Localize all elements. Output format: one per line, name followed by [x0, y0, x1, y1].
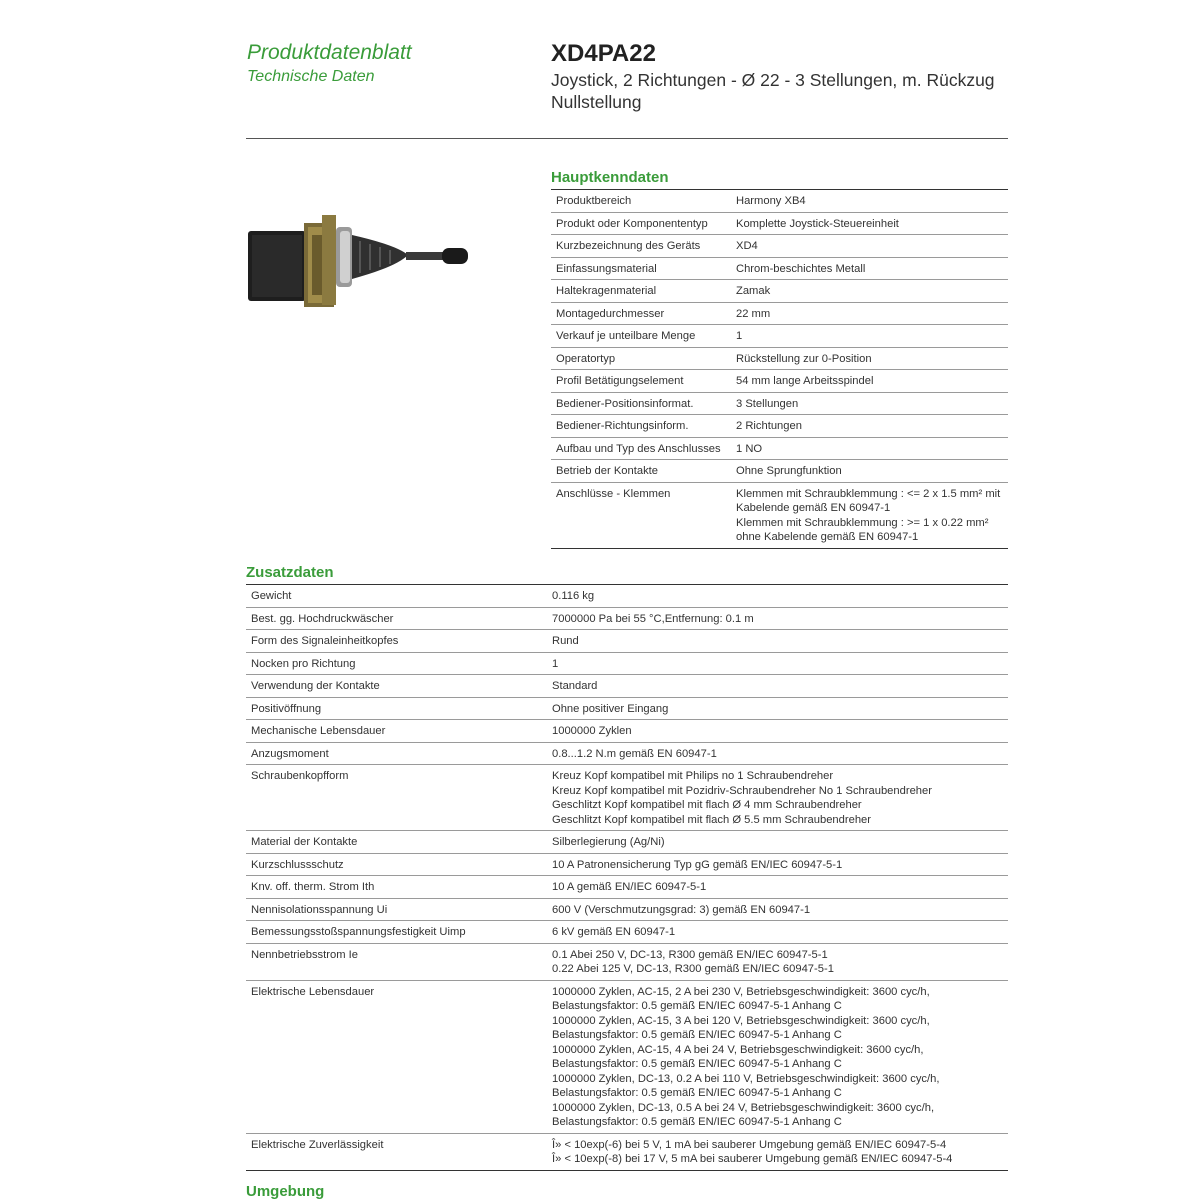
row-value: 1 NO: [731, 437, 1008, 460]
row-value: 10 A Patronensicherung Typ gG gemäß EN/IEC 60947-5-1: [547, 853, 1008, 876]
row-label: Haltekragenmaterial: [551, 280, 731, 303]
row-label: Produkt oder Komponententyp: [551, 212, 731, 235]
row-value: Klemmen mit Schraubklemmung : <= 2 x 1.5 mm² mit Kabelende gemäß EN 60947-1 Klemmen mit Schraubklemmung : >= 1 x 0.22 mm² ohne Kabelende gemäß EN 60947-1: [731, 482, 1008, 548]
row-value: 600 V (Verschmutzungsgrad: 3) gemäß EN 60947-1: [547, 898, 1008, 921]
row-value: 22 mm: [731, 302, 1008, 325]
row-label: Mechanische Lebensdauer: [246, 720, 547, 743]
table-row: [246, 921, 1008, 944]
row-value: Î» < 10exp(-6) bei 5 V, 1 mA bei sauberer Umgebung gemäß EN/IEC 60947-5-4 Î» < 10exp(-8) bei 17 V, 5 mA bei sauberer Umgebung gemäß EN/IEC 60947-5-4: [547, 1133, 1008, 1170]
row-value: 1000000 Zyklen: [547, 720, 1008, 743]
row-label: Verkauf je unteilbare Menge: [551, 325, 731, 348]
row-value: Silberlegierung (Ag/Ni): [547, 831, 1008, 854]
row-label: Aufbau und Typ des Anschlusses: [551, 437, 731, 460]
table-row: [551, 280, 1008, 303]
extra-data-section-title: Zusatzdaten: [246, 564, 334, 581]
row-value: Standard: [547, 675, 1008, 698]
table-row: [551, 482, 1008, 548]
row-value: Rund: [547, 630, 1008, 653]
row-value: 0.116 kg: [547, 585, 1008, 608]
table-row: [551, 415, 1008, 438]
extra-data-table: [246, 584, 1008, 1171]
row-label: Gewicht: [246, 585, 547, 608]
table-row: [246, 898, 1008, 921]
table-row: [246, 585, 1008, 608]
row-label: Bediener-Positionsinformat.: [551, 392, 731, 415]
row-value: 2 Richtungen: [731, 415, 1008, 438]
row-value: Harmony XB4: [731, 190, 1008, 213]
row-label: Form des Signaleinheitkopfes: [246, 630, 547, 653]
row-label: Betrieb der Kontakte: [551, 460, 731, 483]
table-row: [551, 190, 1008, 213]
document-title: Produktdatenblatt: [247, 41, 412, 64]
row-label: Positivöffnung: [246, 697, 547, 720]
row-value: Kreuz Kopf kompatibel mit Philips no 1 Schraubendreher Kreuz Kopf kompatibel mit Pozidriv-Schraubendreher No 1 Schraubendreher Geschlitzt Kopf kompatibel mit flach Ø 4 mm Schraubendreher Geschlitzt Kopf kompatibel mit flach Ø 5.5 mm Schraubendreher: [547, 765, 1008, 831]
table-row: [246, 853, 1008, 876]
table-row: [551, 460, 1008, 483]
row-label: Kurzschlussschutz: [246, 853, 547, 876]
table-row: [551, 257, 1008, 280]
row-value: XD4: [731, 235, 1008, 258]
product-description: Joystick, 2 Richtungen - Ø 22 - 3 Stellungen, m. Rückzug Nullstellung: [551, 70, 995, 112]
row-value: Chrom-beschichtes Metall: [731, 257, 1008, 280]
product-photo-joystick: [246, 205, 472, 310]
table-row: [246, 720, 1008, 743]
row-label: Kurzbezeichnung des Geräts: [551, 235, 731, 258]
row-label: Profil Betätigungselement: [551, 370, 731, 393]
table-row: [246, 765, 1008, 831]
environment-section-title: Umgebung: [246, 1183, 325, 1200]
row-value: Ohne positiver Eingang: [547, 697, 1008, 720]
main-data-table: [551, 189, 1008, 549]
row-label: Elektrische Lebensdauer: [246, 980, 547, 1133]
table-row: [551, 370, 1008, 393]
document-subtitle: Technische Daten: [247, 68, 375, 85]
row-value: 6 kV gemäß EN 60947-1: [547, 921, 1008, 944]
table-row: [246, 742, 1008, 765]
table-row: [246, 697, 1008, 720]
row-value: 10 A gemäß EN/IEC 60947-5-1: [547, 876, 1008, 899]
table-row: [246, 675, 1008, 698]
row-label: Bemessungsstoßspannungsfestigkeit Uimp: [246, 921, 547, 944]
row-label: Operatortyp: [551, 347, 731, 370]
row-label: Material der Kontakte: [246, 831, 547, 854]
table-row: [551, 302, 1008, 325]
table-row: [246, 943, 1008, 980]
row-value: Rückstellung zur 0-Position: [731, 347, 1008, 370]
row-value: 0.8...1.2 N.m gemäß EN 60947-1: [547, 742, 1008, 765]
table-row: [246, 652, 1008, 675]
header-divider: [246, 138, 1008, 139]
table-row: [246, 630, 1008, 653]
row-value: Zamak: [731, 280, 1008, 303]
row-value: 54 mm lange Arbeitsspindel: [731, 370, 1008, 393]
row-label: Montagedurchmesser: [551, 302, 731, 325]
row-label: Knv. off. therm. Strom Ith: [246, 876, 547, 899]
row-label: Produktbereich: [551, 190, 731, 213]
row-label: Nennisolationsspannung Ui: [246, 898, 547, 921]
main-data-section-title: Hauptkenndaten: [551, 169, 669, 186]
row-value: Ohne Sprungfunktion: [731, 460, 1008, 483]
row-label: Elektrische Zuverlässigkeit: [246, 1133, 547, 1170]
table-row: [246, 980, 1008, 1133]
product-header: [551, 40, 1011, 113]
table-row: [246, 876, 1008, 899]
row-label: Best. gg. Hochdruckwäscher: [246, 607, 547, 630]
row-label: Anzugsmoment: [246, 742, 547, 765]
table-row: [551, 212, 1008, 235]
product-code: XD4PA22: [551, 40, 656, 67]
document-title-block: [247, 40, 527, 88]
row-label: Nennbetriebsstrom Ie: [246, 943, 547, 980]
row-label: Verwendung der Kontakte: [246, 675, 547, 698]
table-row: [551, 235, 1008, 258]
row-value: 0.1 Abei 250 V, DC-13, R300 gemäß EN/IEC 60947-5-1 0.22 Abei 125 V, DC-13, R300 gemäß EN/IEC 60947-5-1: [547, 943, 1008, 980]
row-value: 1000000 Zyklen, AC-15, 2 A bei 230 V, Betriebsgeschwindigkeit: 3600 cyc/h, Belastungsfaktor: 0.5 gemäß EN/IEC 60947-5-1 Anhang C 1000000 Zyklen, AC-15, 3 A bei 120 V, Betriebsgeschwindigkeit: 3600 cyc/h, Belastungsfaktor: 0.5 gemäß EN/IEC 60947-5-1 Anhang C 1000000 Zyklen, AC-15, 4 A bei 24 V, Betriebsgeschwindigkeit: 3600 cyc/h, Belastungsfaktor: 0.5 gemäß EN/IEC 60947-5-1 Anhang C 1000000 Zyklen, DC-13, 0.2 A bei 110 V, Betriebsgeschwindigkeit: 3600 cyc/h, Belastungsfaktor: 0.5 gemäß EN/IEC 60947-5-1 Anhang C 1000000 Zyklen, DC-13, 0.5 A bei 24 V, Betriebsgeschwindigkeit: 3600 cyc/h, Belastungsfaktor: 0.5 gemäß EN/IEC 60947-5-1 Anhang C: [547, 980, 1008, 1133]
table-row: [551, 347, 1008, 370]
row-label: Schraubenkopfform: [246, 765, 547, 831]
row-label: Anschlüsse - Klemmen: [551, 482, 731, 548]
row-label: Bediener-Richtungsinform.: [551, 415, 731, 438]
row-label: Einfassungsmaterial: [551, 257, 731, 280]
table-row: [246, 831, 1008, 854]
row-value: Komplette Joystick-Steuereinheit: [731, 212, 1008, 235]
table-row: [246, 607, 1008, 630]
table-row: [551, 392, 1008, 415]
row-value: 1: [547, 652, 1008, 675]
row-value: 3 Stellungen: [731, 392, 1008, 415]
row-value: 7000000 Pa bei 55 °C,Entfernung: 0.1 m: [547, 607, 1008, 630]
table-row: [246, 1133, 1008, 1170]
table-row: [551, 437, 1008, 460]
row-value: 1: [731, 325, 1008, 348]
table-row: [551, 325, 1008, 348]
row-label: Nocken pro Richtung: [246, 652, 547, 675]
